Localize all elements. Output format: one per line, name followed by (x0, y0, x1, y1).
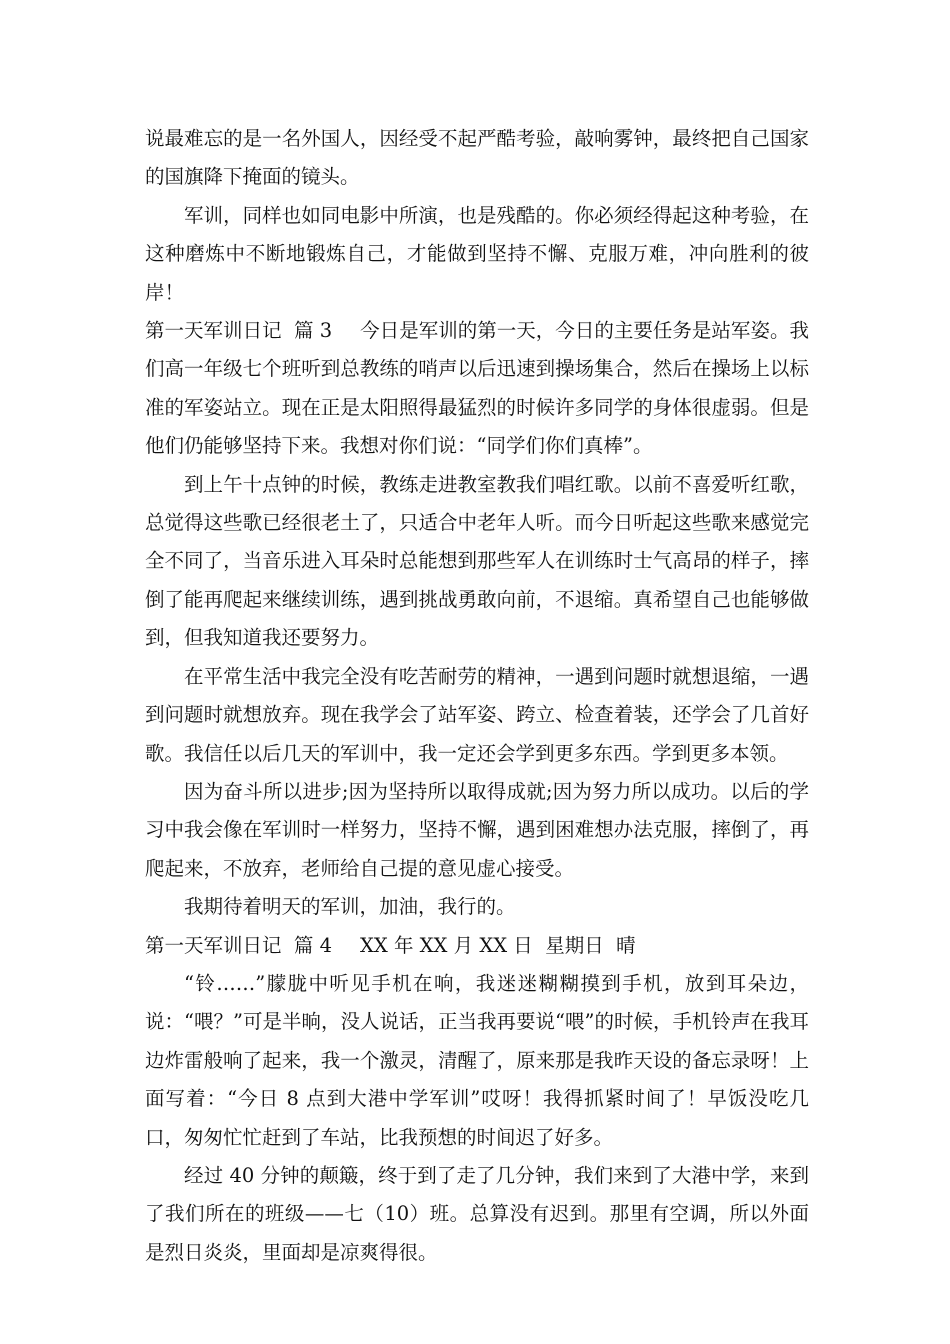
section-4-heading-line (145, 927, 809, 965)
section-4-date-line: XX 年 XX 月 XX 日 星期日 晴 (360, 933, 636, 957)
section-3-first-paragraph (145, 312, 809, 466)
section-3-paragraph-2: 在平常生活中我完全没有吃苦耐劳的精神，一遇到问题时就想退缩，一遇到问题时就想放弃。现在我学会了站军姿、跨立、检查着装，还学会了几首好歌。我信任以后几天的军训中，我一定还会学到更多东西。学到更多本领。 (145, 664, 809, 765)
paragraph-2: 军训，同样也如同电影中所演，也是残酷的。你必须经得起这种考验，在这种磨炼中不断地锻炼自己，才能做到坚持不懈、克服万难，冲向胜利的彼岸！ (145, 203, 809, 304)
paragraph-1: 说最难忘的是一名外国人，因经受不起严酷考验，敲响雾钟，最终把自己国家的国旗降下掩面的镜头。 (145, 127, 809, 189)
section-3-paragraph-1: 到上午十点钟的时候，教练走进教室教我们唱红歌。以前不喜爱听红歌，总觉得这些歌已经很老土了，只适合中老年人听。而今日听起这些歌来感觉完全不同了，当音乐进入耳朵时总能想到那些军人在训练时士气高昂的样子，摔倒了能再爬起来继续训练，遇到挑战勇敢向前，不退缩。真希望自己也能够做到，但我知道我还要努力。 (145, 472, 809, 650)
section-3-heading: 第一天军训日记 篇 3 (145, 319, 333, 343)
section-3-paragraph-4: 我期待着明天的军训，加油，我行的。 (184, 895, 516, 919)
section-3-intro-text: 今日是军训的第一天，今日的主要任务是站军姿。我们高一年级七个班听到总教练的哨声以后迅速到操场集合，然后在操场上以标准的军姿站立。现在正是太阳照得最猛烈的时候许多同学的身体很虚弱。但是他们仍能够坚持下来。我想对你们说：“同学们你们真棒”。 (145, 319, 809, 458)
section-4-heading: 第一天军训日记 篇 4 (145, 933, 333, 957)
document-body (145, 120, 809, 1272)
section-4-paragraph-2: 经过 40 分钟的颠簸，终于到了走了几分钟，我们来到了大港中学，来到了我们所在的班级——七（10）班。总算没有迟到。那里有空调，所以外面是烈日炎炎，里面却是凉爽得很。 (145, 1163, 809, 1264)
section-4-paragraph-1: “铃……”朦胧中听见手机在响，我迷迷糊糊摸到手机，放到耳朵边，说：“喂？”可是半晌，没人说话，正当我再要说“喂”的时候，手机铃声在我耳边炸雷般响了起来，我一个激灵，清醒了，原来那是我昨天设的备忘录呀！上面写着：“今日 8 点到大港中学军训”哎呀！我得抓紧时间了！早饭没吃几口，匆匆忙忙赶到了车站，比我预想的时间迟了好多。 (145, 971, 809, 1149)
section-3-paragraph-3: 因为奋斗所以进步;因为坚持所以取得成就;因为努力所以成功。以后的学习中我会像在军训时一样努力，坚持不懈，遇到困难想办法克服，摔倒了，再爬起来，不放弃，老师给自己提的意见虚心接受。 (145, 779, 809, 880)
